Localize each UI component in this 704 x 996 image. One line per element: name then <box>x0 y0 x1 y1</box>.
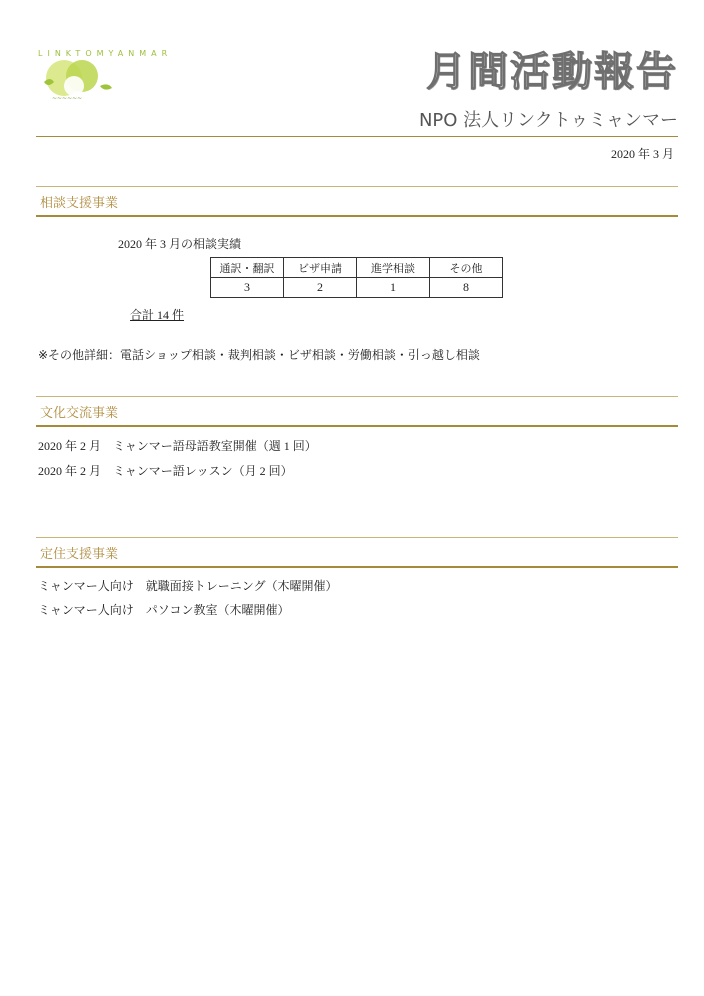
header-divider <box>36 136 678 137</box>
list-item: 2020 年 2 月 ミャンマー語母語教室開催（週 1 回） <box>38 439 317 453</box>
list-item: ミャンマー人向け 就職面接トレーニング（木曜開催） <box>38 579 338 593</box>
section-title: 文化交流事業 <box>40 406 119 421</box>
column-header: 進学相談 <box>357 258 430 278</box>
table-cell: 3 <box>211 278 284 298</box>
svg-text:~~~~~~: ~~~~~~ <box>52 95 83 102</box>
section-header-consultation <box>36 186 678 217</box>
table-cell: 1 <box>357 278 430 298</box>
section-header-settlement <box>36 537 678 568</box>
section-header-culture <box>36 396 678 427</box>
organization-name: NPO 法人リンクトゥミャンマー <box>418 110 678 131</box>
report-date: 2020 年 3 月 <box>610 147 674 161</box>
column-header: ビザ申請 <box>284 258 357 278</box>
column-header: 通訳・翻訳 <box>211 258 284 278</box>
consultation-details: ※その他詳細：電話ショップ相談・裁判相談・ビザ相談・労働相談・引っ越し相談 <box>38 348 480 362</box>
section-title: 相談支援事業 <box>40 196 119 211</box>
consultation-total: 合計 14 件 <box>130 308 185 322</box>
svg-text:LINKTOMYANMAR: LINKTOMYANMAR <box>38 49 173 58</box>
organization-logo <box>30 42 173 106</box>
section-title: 定住支援事業 <box>40 547 119 562</box>
table-cell: 8 <box>430 278 503 298</box>
column-header: その他 <box>430 258 503 278</box>
table-header-row <box>211 258 503 278</box>
table-row <box>211 278 503 298</box>
page-title: 月間活動報告 <box>426 49 678 95</box>
list-item: ミャンマー人向け パソコン教室（木曜開催） <box>38 603 290 617</box>
consultation-subheading: 2020 年 3 月の相談実績 <box>118 237 242 251</box>
table-cell: 2 <box>284 278 357 298</box>
list-item: 2020 年 2 月 ミャンマー語レッスン（月 2 回） <box>38 464 293 478</box>
consultation-stats-table <box>210 257 503 298</box>
